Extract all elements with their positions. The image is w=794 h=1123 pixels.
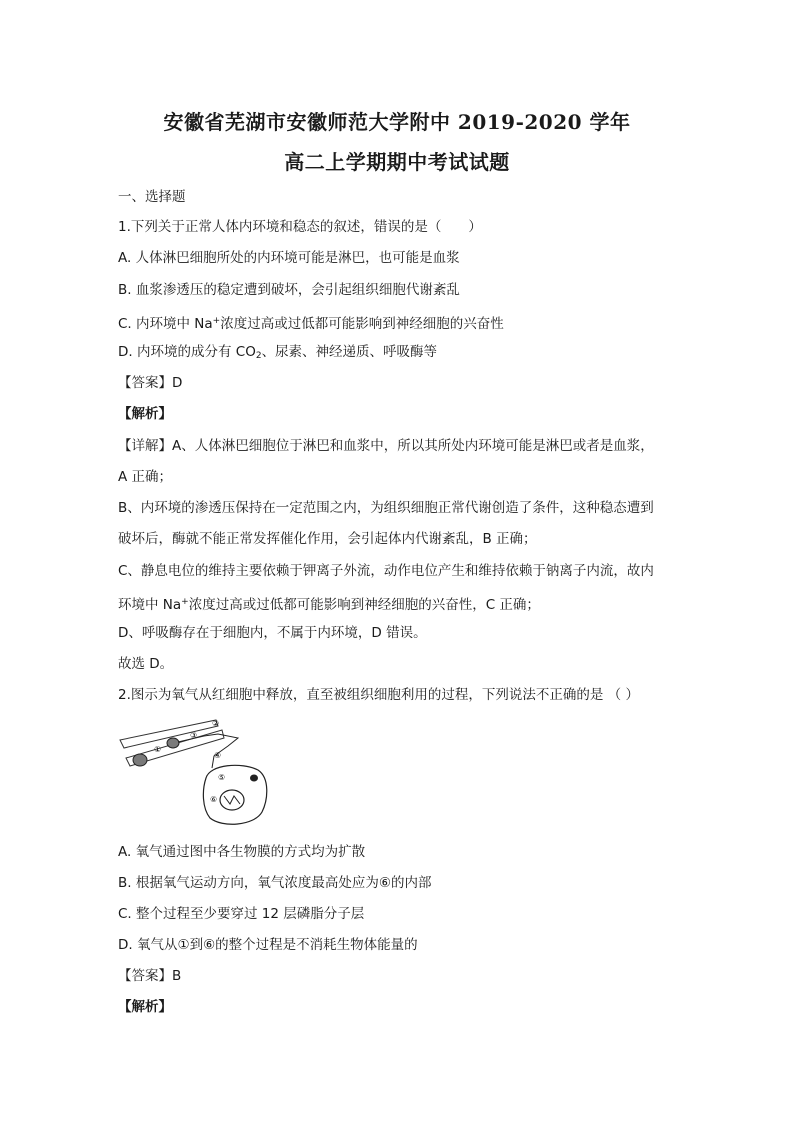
figure-label-5: ⑤: [218, 773, 226, 782]
q2-option-b: B. 根据氧气运动方向，氧气浓度最高处应为⑥的内部: [118, 875, 432, 891]
q1-detail-3: B、内环境的渗透压保持在一定范围之内，为组织细胞正常代谢创造了条件，这种稳态遭到: [118, 500, 654, 516]
q2-option-c: C. 整个过程至少要穿过 12 层磷脂分子层: [118, 906, 365, 922]
q1-detail-1: 【详解】A、人体淋巴细胞位于淋巴和血浆中，所以其所处内环境可能是淋巴或者是血浆，: [118, 438, 654, 454]
q1-conclusion: 故选 D。: [118, 656, 174, 672]
q1-option-d-pre: D. 内环境的成分有 CO: [118, 344, 256, 360]
q1-analysis-label: 【解析】: [118, 406, 172, 422]
oxygen-path: [178, 734, 238, 768]
q1-detail-2: A 正确；: [118, 469, 173, 485]
q1-option-c-post: 浓度过高或过低都可能影响到神经细胞的兴奋性: [220, 316, 504, 332]
oxygen-transport-figure: [118, 716, 278, 830]
q1-detail-6: [118, 593, 540, 614]
q2-option-d: D. 氧气从①到⑥的整个过程是不消耗生物体能量的: [118, 937, 418, 953]
q1-option-d: [118, 343, 437, 365]
figure-label-3: ③: [190, 731, 198, 740]
q2-answer: 【答案】B: [118, 968, 182, 984]
q1-option-d-post: 、尿素、神经递质、呼吸酶等: [261, 344, 438, 360]
mitochondrion-cristae: [224, 796, 240, 804]
red-blood-cell: [167, 738, 179, 748]
nucleus: [250, 775, 258, 782]
figure-label-6: ⑥: [210, 795, 218, 804]
q1-stem: 1.下列关于正常人体内环境和稳态的叙述，错误的是（ ）: [118, 219, 482, 235]
q1-option-c-sup: +: [212, 316, 221, 326]
q1-detail-4: 破坏后，酶就不能正常发挥催化作用，会引起体内代谢紊乱，B 正确；: [118, 531, 537, 547]
q1-option-d-sub: 2: [255, 351, 262, 361]
red-blood-cell: [133, 754, 147, 766]
q1-answer: 【答案】D: [118, 375, 183, 391]
title-line-1: 安徽省芜湖市安徽师范大学附中 2019-2020 学年: [163, 110, 631, 134]
q2-analysis-label: 【解析】: [118, 999, 172, 1015]
q1-detail-6-post: 浓度过高或过低都可能影响到神经细胞的兴奋性，C 正确；: [188, 597, 540, 613]
figure-label-1: ①: [154, 745, 162, 754]
q1-option-b: B. 血浆渗透压的稳定遭到破坏，会引起组织细胞代谢紊乱: [118, 282, 460, 298]
q1-option-a: A. 人体淋巴细胞所处的内环境可能是淋巴，也可能是血浆: [118, 250, 460, 266]
q1-option-c: [118, 312, 504, 333]
q1-detail-6-sup: +: [181, 597, 189, 607]
q2-option-a: A. 氧气通过图中各生物膜的方式均为扩散: [118, 844, 366, 860]
q2-stem: 2.图示为氧气从红细胞中释放，直至被组织细胞利用的过程，下列说法不正确的是 （ ）: [118, 687, 639, 703]
section-heading: 一、选择题: [118, 189, 186, 205]
title-line-2: 高二上学期期中考试试题: [284, 150, 510, 174]
q1-option-c-pre: C. 内环境中 Na: [118, 316, 213, 332]
q1-detail-7: D、呼吸酶存在于细胞内，不属于内环境，D 错误。: [118, 625, 427, 641]
figure-label-2: ②: [212, 719, 220, 728]
q1-detail-6-pre: 环境中 Na: [118, 597, 182, 613]
q1-detail-5: C、静息电位的维持主要依赖于钾离子外流，动作电位产生和维持依赖于钠离子内流，故内: [118, 563, 654, 579]
figure-label-4: ④: [214, 751, 222, 760]
